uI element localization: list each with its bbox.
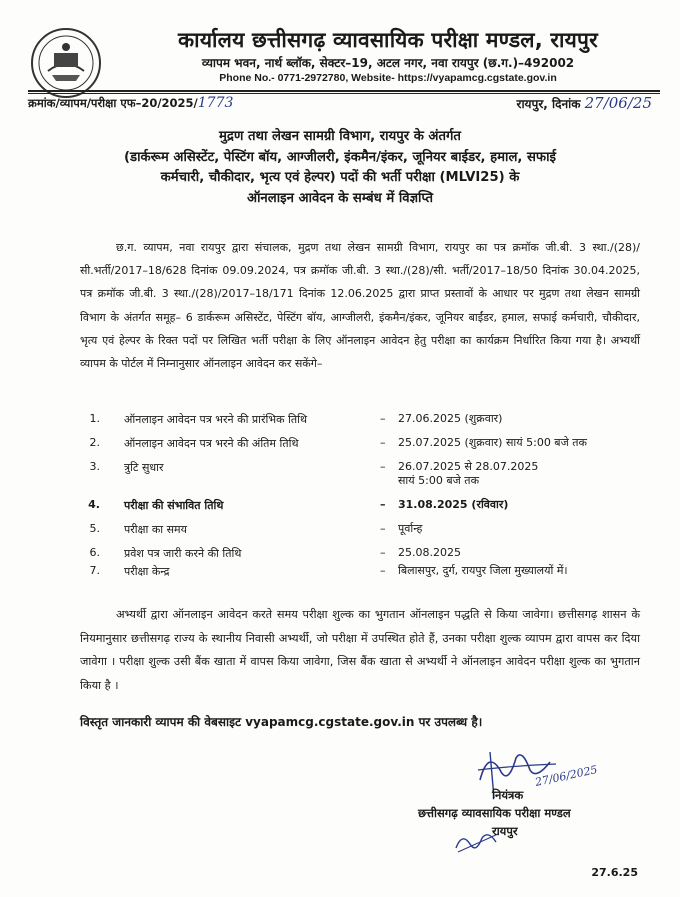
intro-paragraph-text: छ.ग. व्यापम, नवा रायपुर द्वारा संचालक, मुद्रण तथा लेखन सामग्री विभाग, रायपुर का पत्र क्रमॉक जी.बी. 3 स्था./(28)/सी.भर्ती/2017–18/628 दिनांक 09.09.2024, पत्र क्रमॉक जी.बी. 3 स्था./(28)/सी. भर्ती/2017–18/50 दिनांक 30.04.2025, पत्र क्रमॉक जी.बी. 3 स्था./(28)/2017–18/171 दिनांक 12.06.2025 द्वारा प्राप्त प्रस्तावों के आधार पर मुद्रण तथा लेखन सामग्री विभाग के अंतर्गत समूह– 6 डार्करूम असिस्टेंट, पेस्टिंग बॉय, आग्जीलरी, इंकमैन/इंकर, जूनियर बाईंडर, हमाल, सफाई कर्मचारी, चौकीदार, भृत्य एवं हेल्पर के रिक्त पदों पर लिखित भर्ती परीक्षा के लिए ऑनलाइन आवेदन हेतु परीक्षा का कार्यक्रम निर्धारित किया गया है। अभ्यर्थी व्यापम के पोर्टल में निम्नानुसार ऑनलाइन आवेदन कर सकेंगे– — [80, 241, 640, 371]
schedule-row: 7. परीक्षा केन्द्र – बिलासपुर, दुर्ग, रायपुर जिला मुख्यालयों में। — [89, 564, 568, 578]
subject-line-2: (डार्करूम असिस्टेंट, पेस्टिंग बॉय, आग्जीलरी, इंकमैन/इंकर, जूनियर बाईडर, हमाल, सफाई — [124, 149, 556, 165]
schedule-row: 6. प्रवेश पत्र जारी करने की तिथि – 25.08.2025 — [89, 546, 461, 560]
office-title: कार्यालय छत्तीसगढ़ व्यावसायिक परीक्षा मण्डल, रायपुर — [178, 28, 598, 52]
schedule-row: 1. ऑनलाइन आवेदन पत्र भरने की प्रारंभिक तिथि – 27.06.2025 (शुक्रवार) — [89, 412, 503, 426]
footer-date: 27.6.25 — [591, 866, 638, 879]
office-contact: Phone No.- 0771-2972780, Website- https://vyapamcg.cgstate.gov.in — [219, 72, 557, 84]
office-address: व्यापम भवन, नार्थ ब्लॉक, सेक्टर–19, अटल नगर, नवा रायपुर (छ.ग.)–492002 — [201, 56, 575, 70]
schedule-row: 4. परीक्षा की संभावित तिथि – 31.08.2025 (रविवार) — [88, 498, 509, 512]
reference-handwritten-number: 1773 — [197, 95, 234, 111]
subject-line-4: ऑनलाइन आवेदन के सम्बंध में विज्ञप्ति — [246, 190, 434, 206]
controller-designation: नियंत्रक — [492, 788, 524, 802]
intro-paragraph — [80, 236, 640, 375]
reference-date — [517, 94, 652, 112]
vyapam-logo — [30, 27, 102, 99]
board-city: रायपुर — [492, 824, 518, 838]
reference-prefix: क्रमांक/व्यापम/परीक्षा एफ–20/2025/ — [28, 96, 198, 110]
fee-paragraph-text: अभ्यर्थी द्वारा ऑनलाइन आवेदन करते समय परीक्षा शुल्क का भुगतान ऑनलाइन पद्धति से किया जावेगा। छत्तीसगढ़ शासन के नियमानुसार छत्तीसगढ़ राज्य के स्थानीय निवासी अभ्यर्थी, जो परीक्षा में उपस्थित होते हैं, उनका परीक्षा शुल्क व्यापम द्वारा वापस कर दिया जावेगा । परीक्षा शुल्क उसी बैंक खाता में वापस किया जावेगा, जिस बैंक खाता से अभ्यर्थी ने ऑनलाइन आवेदन परीक्षा शुल्क का भुगतान किया है । — [80, 608, 640, 692]
date-label: रायपुर, दिनांक — [516, 97, 581, 111]
reference-number — [28, 95, 233, 111]
header-divider — [28, 90, 660, 92]
subject-line-1: मुद्रण तथा लेखन सामग्री विभाग, रायपुर के अंतर्गत — [219, 129, 461, 144]
schedule-row: 2. ऑनलाइन आवेदन पत्र भरने की अंतिम तिथि – 25.07.2025 (शुक्रवार) सायं 5:00 बजे तक — [89, 436, 587, 450]
signature-graphic — [460, 740, 610, 810]
subject-line-3: कर्मचारी, चौकीदार, भृत्य एवं हेल्पर) पदों की भर्ती परीक्षा (MLVI25) के — [160, 170, 520, 185]
website-note: विस्तृत जानकारी व्यापम की वेबसाइट vyapamcg.cgstate.gov.in पर उपलब्ध है। — [80, 715, 483, 729]
schedule-row: 5. परीक्षा का समय – पूर्वान्ह — [89, 522, 423, 536]
fee-paragraph — [80, 603, 640, 697]
website-link[interactable]: vyapamcg.cgstate.gov.in — [245, 715, 415, 729]
handwritten-date: 27/06/25 — [584, 94, 652, 112]
schedule-row: 3. त्रुटि सुधार – 26.07.2025 से 28.07.2025 सायं 5:00 बजे तक — [89, 460, 539, 487]
board-name: छत्तीसगढ़ व्यावसायिक परीक्षा मण्डल — [418, 806, 571, 820]
notice-subject — [40, 127, 640, 209]
signature-date: 27/06/2025 — [533, 763, 599, 789]
